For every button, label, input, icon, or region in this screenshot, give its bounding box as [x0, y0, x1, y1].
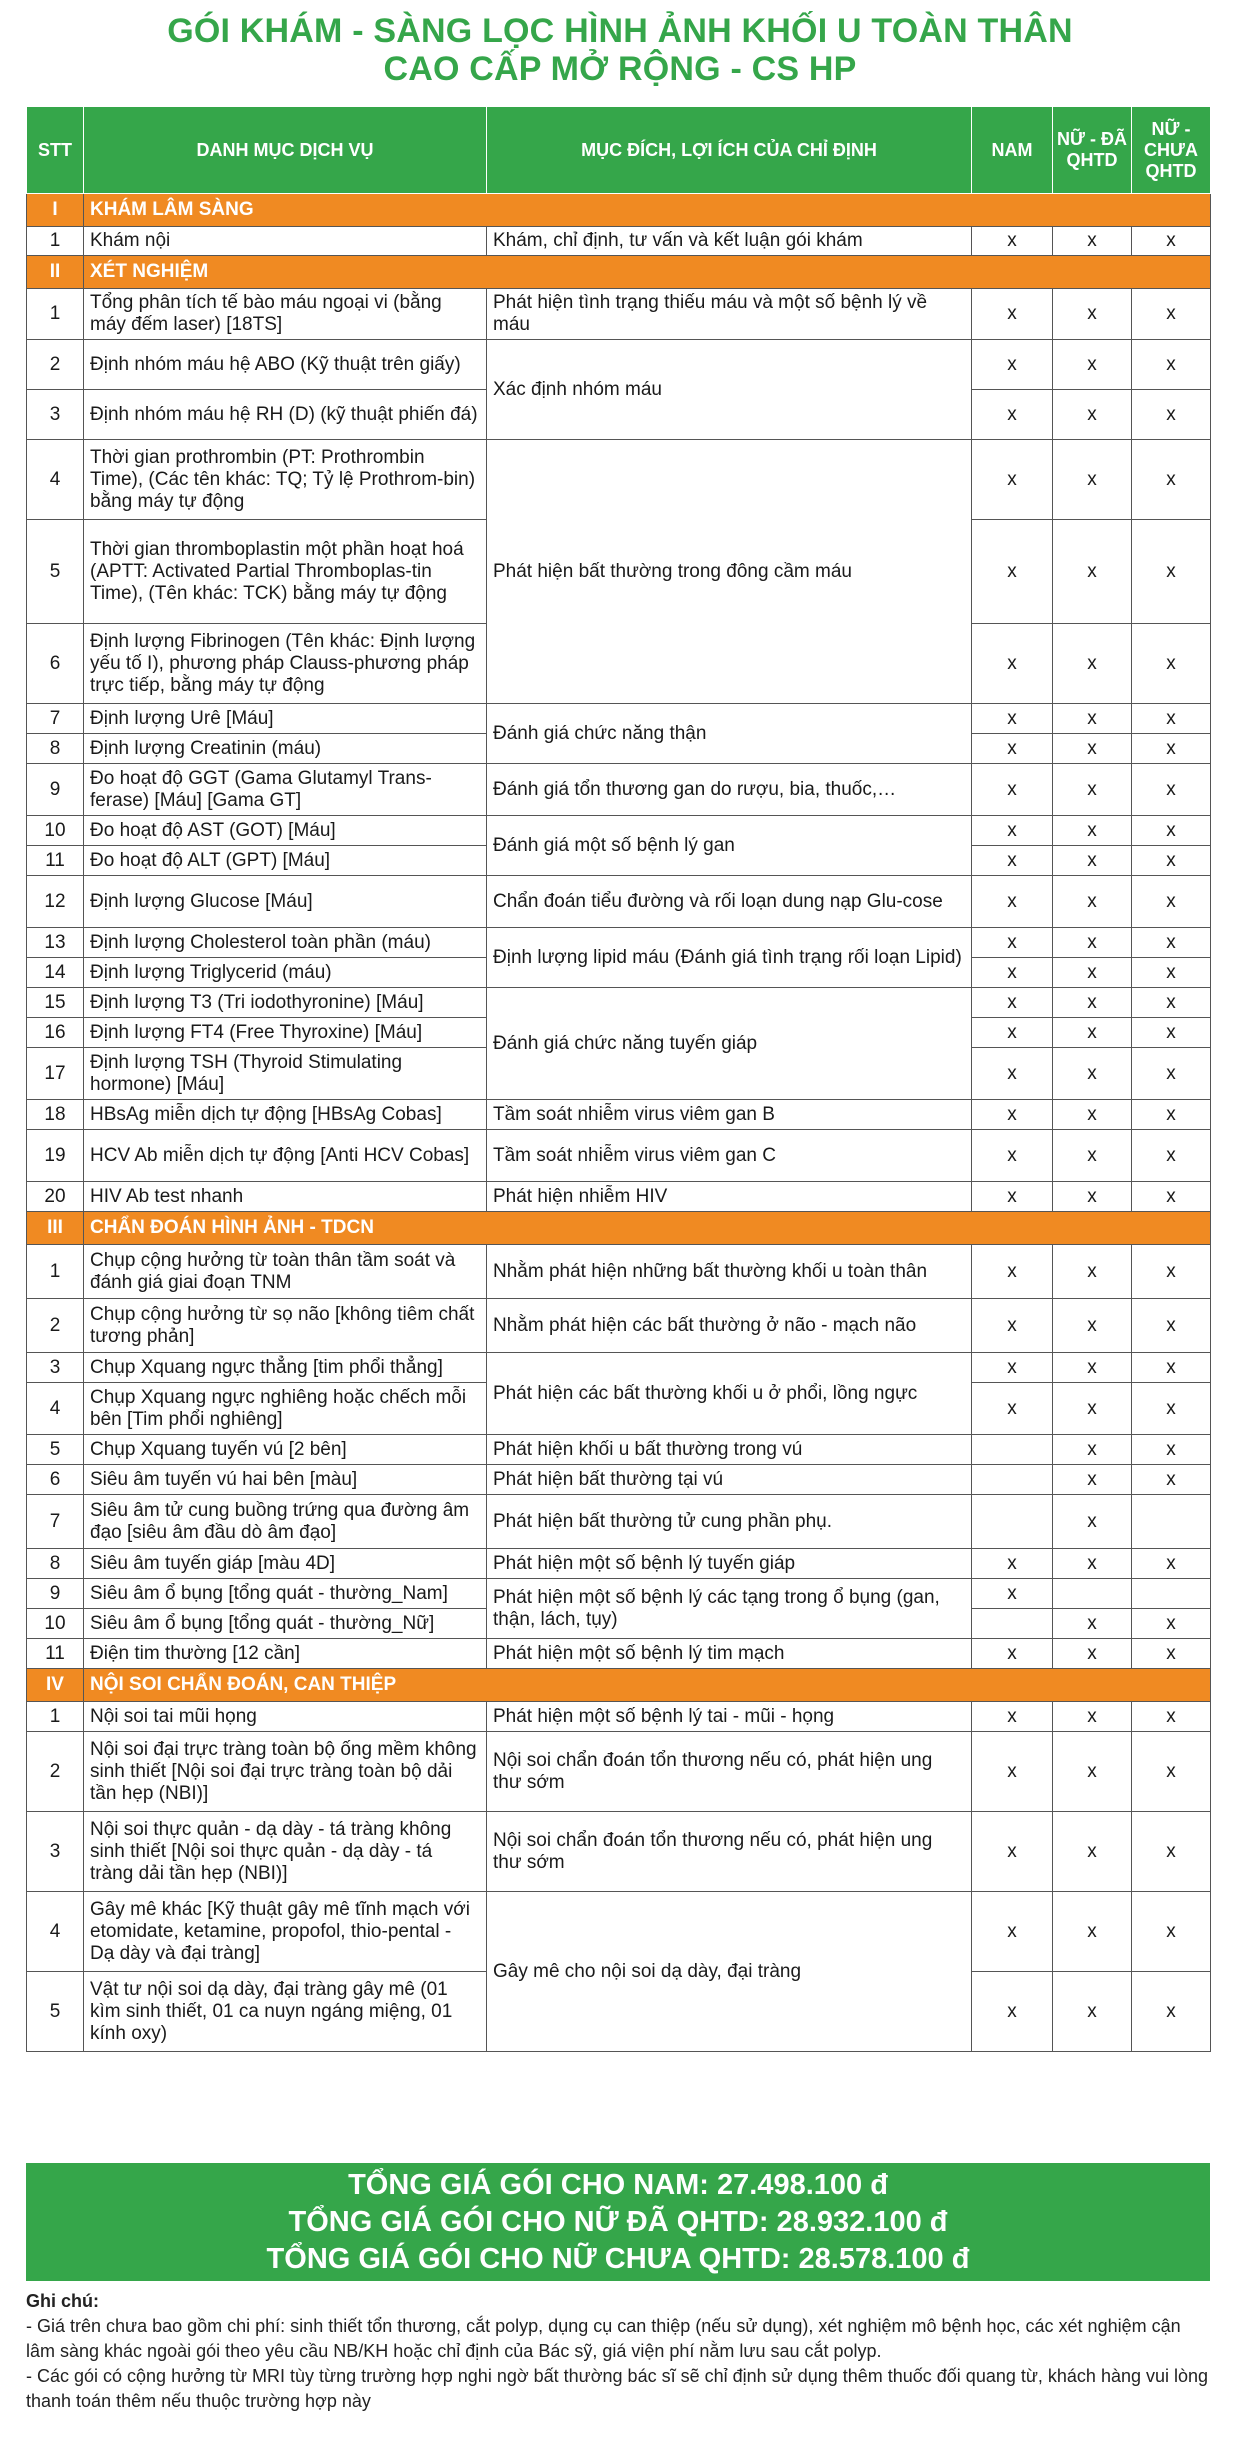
female-married-mark: x	[1053, 1048, 1132, 1100]
section-number: I	[27, 194, 84, 227]
section-number: II	[27, 256, 84, 289]
female-single-mark: x	[1132, 764, 1211, 816]
table-row	[27, 1702, 1211, 1732]
male-mark: x	[972, 340, 1053, 390]
service-name: Đo hoạt độ GGT (Gama Glutamyl Trans-ferase) [Máu] [Gama GT]	[84, 764, 487, 816]
female-single-mark: x	[1132, 1732, 1211, 1812]
table-row	[27, 1100, 1211, 1130]
service-table	[26, 106, 1211, 2052]
male-mark: x	[972, 958, 1053, 988]
female-married-mark: x	[1053, 1182, 1132, 1212]
table-row	[27, 1579, 1211, 1609]
female-married-mark: x	[1053, 1435, 1132, 1465]
row-number: 4	[27, 440, 84, 520]
service-name: Siêu âm ổ bụng [tổng quát - thường_Nam]	[84, 1579, 487, 1609]
header-stt: STT	[27, 107, 84, 194]
table-row	[27, 1245, 1211, 1299]
table-row	[27, 704, 1211, 734]
purpose-text: Đánh giá chức năng thận	[487, 704, 972, 764]
page-title	[0, 0, 1240, 90]
female-single-mark: x	[1132, 928, 1211, 958]
table-row	[27, 1812, 1211, 1892]
row-number: 9	[27, 764, 84, 816]
service-name: Chụp cộng hưởng từ toàn thân tầm soát và đánh giá giai đoạn TNM	[84, 1245, 487, 1299]
male-mark: x	[972, 1812, 1053, 1892]
table-row	[27, 227, 1211, 256]
male-mark: x	[972, 1972, 1053, 2052]
female-single-mark: x	[1132, 1812, 1211, 1892]
service-name: Chụp Xquang tuyến vú [2 bên]	[84, 1435, 487, 1465]
total-female-single: TỔNG GIÁ GÓI CHO NỮ CHƯA QHTD: 28.578.100 đ	[266, 2243, 970, 2275]
purpose-text: Phát hiện một số bệnh lý các tạng trong ổ bụng (gan, thận, lách, tụy)	[487, 1579, 972, 1639]
service-name: Định lượng Triglycerid (máu)	[84, 958, 487, 988]
male-mark: x	[972, 928, 1053, 958]
row-number: 2	[27, 340, 84, 390]
female-single-mark	[1132, 1579, 1211, 1609]
row-number: 17	[27, 1048, 84, 1100]
section-row	[27, 256, 1211, 289]
service-name: HIV Ab test nhanh	[84, 1182, 487, 1212]
female-married-mark: x	[1053, 1609, 1132, 1639]
service-name: Chụp Xquang ngực thẳng [tim phổi thẳng]	[84, 1353, 487, 1383]
total-price-banner	[26, 2163, 1210, 2281]
row-number: 14	[27, 958, 84, 988]
service-name: Nội soi tai mũi họng	[84, 1702, 487, 1732]
table-row	[27, 1435, 1211, 1465]
female-married-mark: x	[1053, 1465, 1132, 1495]
male-mark: x	[972, 1048, 1053, 1100]
row-number: 15	[27, 988, 84, 1018]
table-row	[27, 1299, 1211, 1353]
female-single-mark: x	[1132, 1130, 1211, 1182]
service-name: Nội soi thực quản - dạ dày - tá tràng không sinh thiết [Nội soi thực quản - dạ dày - tá tràng dải tần hẹp (NBI)]	[84, 1812, 487, 1892]
male-mark: x	[972, 1100, 1053, 1130]
service-name: Thời gian prothrombin (PT: Prothrombin Time), (Các tên khác: TQ; Tỷ lệ Prothrom-bin) bằng máy tự động	[84, 440, 487, 520]
female-single-mark: x	[1132, 520, 1211, 624]
purpose-text: Nội soi chẩn đoán tổn thương nếu có, phát hiện ung thư sớm	[487, 1812, 972, 1892]
service-name: Khám nội	[84, 227, 487, 256]
row-number: 6	[27, 1465, 84, 1495]
male-mark: x	[972, 390, 1053, 440]
service-name: Gây mê khác [Kỹ thuật gây mê tĩnh mạch với etomidate, ketamine, propofol, thio-pental - Dạ dày và đại tràng]	[84, 1892, 487, 1972]
female-single-mark: x	[1132, 1245, 1211, 1299]
female-married-mark: x	[1053, 1812, 1132, 1892]
female-single-mark: x	[1132, 1182, 1211, 1212]
male-mark: x	[972, 846, 1053, 876]
service-name: HBsAg miễn dịch tự động [HBsAg Cobas]	[84, 1100, 487, 1130]
female-single-mark: x	[1132, 816, 1211, 846]
male-mark: x	[972, 624, 1053, 704]
male-mark: x	[972, 988, 1053, 1018]
female-single-mark: x	[1132, 1639, 1211, 1669]
row-number: 5	[27, 520, 84, 624]
female-single-mark: x	[1132, 1018, 1211, 1048]
female-single-mark: x	[1132, 1549, 1211, 1579]
service-name: HCV Ab miễn dịch tự động [Anti HCV Cobas]	[84, 1130, 487, 1182]
row-number: 10	[27, 1609, 84, 1639]
male-mark: x	[972, 1299, 1053, 1353]
female-married-mark: x	[1053, 1353, 1132, 1383]
female-married-mark: x	[1053, 1100, 1132, 1130]
service-name: Định nhóm máu hệ ABO (Kỹ thuật trên giấy)	[84, 340, 487, 390]
male-mark: x	[972, 440, 1053, 520]
service-name: Định lượng FT4 (Free Thyroxine) [Máu]	[84, 1018, 487, 1048]
female-married-mark: x	[1053, 846, 1132, 876]
purpose-text: Đánh giá một số bệnh lý gan	[487, 816, 972, 876]
female-married-mark: x	[1053, 876, 1132, 928]
male-mark: x	[972, 520, 1053, 624]
row-number: 3	[27, 1353, 84, 1383]
female-single-mark: x	[1132, 289, 1211, 340]
section-title: NỘI SOI CHẨN ĐOÁN, CAN THIỆP	[84, 1669, 1211, 1702]
female-married-mark: x	[1053, 340, 1132, 390]
table-row	[27, 1495, 1211, 1549]
row-number: 5	[27, 1435, 84, 1465]
total-male: TỔNG GIÁ GÓI CHO NAM: 27.498.100 đ	[348, 2169, 888, 2201]
row-number: 10	[27, 816, 84, 846]
purpose-text: Chẩn đoán tiểu đường và rối loạn dung nạp Glu-cose	[487, 876, 972, 928]
female-married-mark: x	[1053, 1972, 1132, 2052]
service-table-container	[26, 106, 1210, 2052]
female-single-mark: x	[1132, 876, 1211, 928]
purpose-text: Định lượng lipid máu (Đánh giá tình trạng rối loạn Lipid)	[487, 928, 972, 988]
female-married-mark: x	[1053, 958, 1132, 988]
male-mark: x	[972, 1579, 1053, 1609]
male-mark: x	[972, 1732, 1053, 1812]
female-married-mark: x	[1053, 704, 1132, 734]
female-married-mark: x	[1053, 227, 1132, 256]
section-title: CHẨN ĐOÁN HÌNH ẢNH - TDCN	[84, 1212, 1211, 1245]
service-name: Đo hoạt độ AST (GOT) [Máu]	[84, 816, 487, 846]
row-number: 3	[27, 1812, 84, 1892]
section-number: III	[27, 1212, 84, 1245]
female-married-mark: x	[1053, 1383, 1132, 1435]
service-name: Định lượng Cholesterol toàn phần (máu)	[84, 928, 487, 958]
table-row	[27, 1182, 1211, 1212]
female-single-mark: x	[1132, 734, 1211, 764]
male-mark: x	[972, 1130, 1053, 1182]
purpose-text: Tầm soát nhiễm virus viêm gan B	[487, 1100, 972, 1130]
table-row	[27, 1130, 1211, 1182]
male-mark: x	[972, 876, 1053, 928]
female-single-mark: x	[1132, 227, 1211, 256]
note-line: - Giá trên chưa bao gồm chi phí: sinh thiết tổn thương, cắt polyp, dụng cụ can thiệp (nếu sử dụng), xét nghiệm mô bệnh học, các xét nghiệm cận lâm sàng khác ngoài gói theo yêu cầu NB/KH hoặc chỉ định của Bác sỹ, giá viện phí nằm lưu sau cắt polyp.	[26, 2316, 1181, 2361]
male-mark: x	[972, 764, 1053, 816]
total-female-married: TỔNG GIÁ GÓI CHO NỮ ĐÃ QHTD: 28.932.100 đ	[288, 2206, 948, 2238]
header-male: NAM	[972, 107, 1053, 194]
female-married-mark	[1053, 1579, 1132, 1609]
table-row	[27, 928, 1211, 958]
section-row	[27, 1669, 1211, 1702]
female-married-mark: x	[1053, 1130, 1132, 1182]
service-name: Siêu âm tuyến vú hai bên [màu]	[84, 1465, 487, 1495]
service-name: Định lượng TSH (Thyroid Stimulating hormone) [Máu]	[84, 1048, 487, 1100]
row-number: 13	[27, 928, 84, 958]
header-female-married: NỮ - ĐÃ QHTD	[1053, 107, 1132, 194]
table-row	[27, 876, 1211, 928]
female-single-mark: x	[1132, 1465, 1211, 1495]
table-row	[27, 1549, 1211, 1579]
header-service: DANH MỤC DỊCH VỤ	[84, 107, 487, 194]
female-married-mark: x	[1053, 1495, 1132, 1549]
purpose-text: Đánh giá tổn thương gan do rượu, bia, thuốc,…	[487, 764, 972, 816]
row-number: 8	[27, 734, 84, 764]
male-mark: x	[972, 289, 1053, 340]
row-number: 4	[27, 1892, 84, 1972]
table-row	[27, 988, 1211, 1018]
male-mark	[972, 1495, 1053, 1549]
female-single-mark: x	[1132, 340, 1211, 390]
female-single-mark: x	[1132, 390, 1211, 440]
female-single-mark: x	[1132, 704, 1211, 734]
row-number: 2	[27, 1732, 84, 1812]
purpose-text: Xác định nhóm máu	[487, 340, 972, 440]
male-mark: x	[972, 1383, 1053, 1435]
row-number: 2	[27, 1299, 84, 1353]
table-row	[27, 1892, 1211, 1972]
purpose-text: Phát hiện bất thường trong đông cầm máu	[487, 440, 972, 704]
service-name: Tổng phân tích tế bào máu ngoại vi (bằng máy đếm laser) [18TS]	[84, 289, 487, 340]
service-name: Định lượng Urê [Máu]	[84, 704, 487, 734]
row-number: 1	[27, 227, 84, 256]
female-married-mark: x	[1053, 624, 1132, 704]
purpose-text: Nhằm phát hiện những bất thường khối u toàn thân	[487, 1245, 972, 1299]
purpose-text: Tầm soát nhiễm virus viêm gan C	[487, 1130, 972, 1182]
section-title: XÉT NGHIỆM	[84, 256, 1211, 289]
female-married-mark: x	[1053, 764, 1132, 816]
male-mark: x	[972, 1639, 1053, 1669]
table-row	[27, 1353, 1211, 1383]
purpose-text: Nhằm phát hiện các bất thường ở não - mạch não	[487, 1299, 972, 1353]
purpose-text: Phát hiện bất thường tử cung phần phụ.	[487, 1495, 972, 1549]
service-name: Định lượng T3 (Tri iodothyronine) [Máu]	[84, 988, 487, 1018]
row-number: 12	[27, 876, 84, 928]
female-married-mark: x	[1053, 1549, 1132, 1579]
table-row	[27, 340, 1211, 390]
header-row	[27, 107, 1211, 194]
female-single-mark: x	[1132, 1972, 1211, 2052]
female-single-mark: x	[1132, 958, 1211, 988]
male-mark: x	[972, 1892, 1053, 1972]
male-mark: x	[972, 816, 1053, 846]
female-married-mark: x	[1053, 988, 1132, 1018]
service-name: Nội soi đại trực tràng toàn bộ ống mềm không sinh thiết [Nội soi đại trực tràng toàn bộ dải tần hẹp (NBI)]	[84, 1732, 487, 1812]
service-name: Siêu âm tuyến giáp [màu 4D]	[84, 1549, 487, 1579]
section-row	[27, 1212, 1211, 1245]
row-number: 6	[27, 624, 84, 704]
female-single-mark	[1132, 1495, 1211, 1549]
row-number: 1	[27, 289, 84, 340]
row-number: 5	[27, 1972, 84, 2052]
table-row	[27, 816, 1211, 846]
male-mark	[972, 1465, 1053, 1495]
female-married-mark: x	[1053, 289, 1132, 340]
title-line-2: CAO CẤP MỞ RỘNG - CS HP	[383, 50, 857, 88]
male-mark	[972, 1435, 1053, 1465]
row-number: 11	[27, 846, 84, 876]
row-number: 3	[27, 390, 84, 440]
table-row	[27, 1639, 1211, 1669]
female-married-mark: x	[1053, 390, 1132, 440]
table-row	[27, 764, 1211, 816]
female-single-mark: x	[1132, 1435, 1211, 1465]
female-single-mark: x	[1132, 1299, 1211, 1353]
purpose-text: Phát hiện một số bệnh lý tim mạch	[487, 1639, 972, 1669]
purpose-text: Nội soi chẩn đoán tổn thương nếu có, phát hiện ung thư sớm	[487, 1732, 972, 1812]
female-married-mark: x	[1053, 440, 1132, 520]
female-single-mark: x	[1132, 846, 1211, 876]
notes-section	[26, 2289, 1210, 2414]
service-name: Siêu âm tử cung buồng trứng qua đường âm đạo [siêu âm đầu dò âm đạo]	[84, 1495, 487, 1549]
male-mark: x	[972, 1549, 1053, 1579]
table-row	[27, 1732, 1211, 1812]
service-name: Chụp cộng hưởng từ sọ não [không tiêm chất tương phản]	[84, 1299, 487, 1353]
row-number: 1	[27, 1245, 84, 1299]
female-married-mark: x	[1053, 1299, 1132, 1353]
female-single-mark: x	[1132, 1702, 1211, 1732]
notes-title: Ghi chú:	[26, 2291, 99, 2311]
female-married-mark: x	[1053, 734, 1132, 764]
female-single-mark: x	[1132, 1892, 1211, 1972]
male-mark: x	[972, 1353, 1053, 1383]
row-number: 7	[27, 704, 84, 734]
purpose-text: Phát hiện khối u bất thường trong vú	[487, 1435, 972, 1465]
row-number: 7	[27, 1495, 84, 1549]
female-single-mark: x	[1132, 1609, 1211, 1639]
female-married-mark: x	[1053, 1639, 1132, 1669]
service-name: Định lượng Fibrinogen (Tên khác: Định lượng yếu tố I), phương pháp Clauss-phương pháp trực tiếp, bằng máy tự động	[84, 624, 487, 704]
female-married-mark: x	[1053, 1018, 1132, 1048]
female-single-mark: x	[1132, 1353, 1211, 1383]
section-title: KHÁM LÂM SÀNG	[84, 194, 1211, 227]
female-single-mark: x	[1132, 624, 1211, 704]
female-married-mark: x	[1053, 816, 1132, 846]
service-name: Vật tư nội soi dạ dày, đại tràng gây mê (01 kìm sinh thiết, 01 ca nuyn ngáng miệng, 01 kính oxy)	[84, 1972, 487, 2052]
service-name: Điện tim thường [12 cần]	[84, 1639, 487, 1669]
service-name: Chụp Xquang ngực nghiêng hoặc chếch mỗi bên [Tim phổi nghiêng]	[84, 1383, 487, 1435]
female-married-mark: x	[1053, 1702, 1132, 1732]
service-name: Định lượng Glucose [Máu]	[84, 876, 487, 928]
purpose-text: Phát hiện tình trạng thiếu máu và một số bệnh lý về máu	[487, 289, 972, 340]
purpose-text: Phát hiện nhiễm HIV	[487, 1182, 972, 1212]
male-mark: x	[972, 1182, 1053, 1212]
row-number: 1	[27, 1702, 84, 1732]
title-line-1: GÓI KHÁM - SÀNG LỌC HÌNH ẢNH KHỐI U TOÀN THÂN	[167, 12, 1073, 50]
row-number: 18	[27, 1100, 84, 1130]
section-number: IV	[27, 1669, 84, 1702]
purpose-text: Phát hiện một số bệnh lý tai - mũi - họng	[487, 1702, 972, 1732]
row-number: 19	[27, 1130, 84, 1182]
male-mark	[972, 1609, 1053, 1639]
purpose-text: Phát hiện bất thường tại vú	[487, 1465, 972, 1495]
female-single-mark: x	[1132, 1383, 1211, 1435]
service-name: Định lượng Creatinin (máu)	[84, 734, 487, 764]
purpose-text: Khám, chỉ định, tư vấn và kết luận gói khám	[487, 227, 972, 256]
table-row	[27, 440, 1211, 520]
row-number: 9	[27, 1579, 84, 1609]
female-married-mark: x	[1053, 928, 1132, 958]
header-purpose: MỤC ĐÍCH, LỢI ÍCH CỦA CHỈ ĐỊNH	[487, 107, 972, 194]
female-married-mark: x	[1053, 1892, 1132, 1972]
table-row	[27, 289, 1211, 340]
section-row	[27, 194, 1211, 227]
female-single-mark: x	[1132, 988, 1211, 1018]
header-female-single: NỮ - CHƯA QHTD	[1132, 107, 1211, 194]
purpose-text: Đánh giá chức năng tuyến giáp	[487, 988, 972, 1100]
service-name: Thời gian thromboplastin một phần hoạt hoá (APTT: Activated Partial Thromboplas-tin Time), (Tên khác: TCK) bằng máy tự động	[84, 520, 487, 624]
male-mark: x	[972, 1245, 1053, 1299]
male-mark: x	[972, 1018, 1053, 1048]
female-married-mark: x	[1053, 520, 1132, 624]
row-number: 8	[27, 1549, 84, 1579]
row-number: 20	[27, 1182, 84, 1212]
male-mark: x	[972, 734, 1053, 764]
service-name: Siêu âm ổ bụng [tổng quát - thường_Nữ]	[84, 1609, 487, 1639]
row-number: 4	[27, 1383, 84, 1435]
female-single-mark: x	[1132, 1048, 1211, 1100]
male-mark: x	[972, 704, 1053, 734]
female-single-mark: x	[1132, 1100, 1211, 1130]
table-row	[27, 1465, 1211, 1495]
row-number: 11	[27, 1639, 84, 1669]
male-mark: x	[972, 1702, 1053, 1732]
row-number: 16	[27, 1018, 84, 1048]
purpose-text: Gây mê cho nội soi dạ dày, đại tràng	[487, 1892, 972, 2052]
note-line: - Các gói có cộng hưởng từ MRI tùy từng trường hợp nghi ngờ bất thường bác sĩ sẽ chỉ định sử dụng thêm thuốc đối quang từ, khách hàng vui lòng thanh toán thêm nếu thuộc trường hợp này	[26, 2366, 1209, 2411]
male-mark: x	[972, 227, 1053, 256]
purpose-text: Phát hiện các bất thường khối u ở phổi, lồng ngực	[487, 1353, 972, 1435]
female-married-mark: x	[1053, 1732, 1132, 1812]
service-name: Đo hoạt độ ALT (GPT) [Máu]	[84, 846, 487, 876]
female-married-mark: x	[1053, 1245, 1132, 1299]
purpose-text: Phát hiện một số bệnh lý tuyến giáp	[487, 1549, 972, 1579]
service-name: Định nhóm máu hệ RH (D) (kỹ thuật phiến đá)	[84, 390, 487, 440]
female-single-mark: x	[1132, 440, 1211, 520]
